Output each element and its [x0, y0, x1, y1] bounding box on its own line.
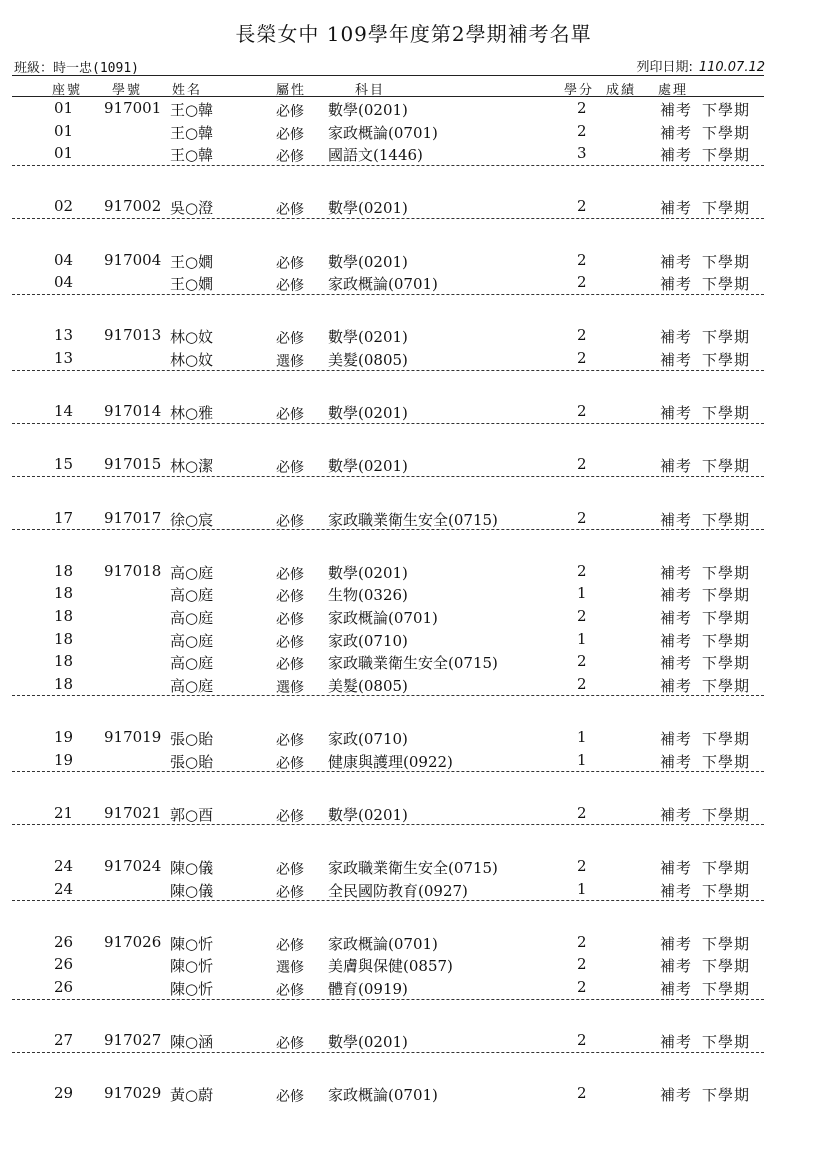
subject-cell: 家政概論(0701)	[328, 1086, 438, 1105]
type-cell: 必修	[276, 202, 304, 219]
group-separator	[12, 476, 764, 477]
term-cell: 下學期	[702, 510, 751, 529]
table-row	[0, 349, 827, 371]
subject-cell: 家政(0710)	[328, 631, 408, 650]
name-cell: 高○庭	[170, 586, 214, 605]
process-cell: 補考	[660, 676, 693, 695]
name-cell: 陳○儀	[170, 881, 214, 900]
print-date	[636, 56, 765, 75]
term-cell: 下學期	[702, 146, 751, 165]
type-cell: 必修	[276, 612, 304, 628]
student-id-cell: 917026	[104, 932, 162, 951]
seat-cell: 19	[54, 728, 74, 746]
table-row	[0, 933, 827, 955]
term-cell: 下學期	[702, 859, 751, 877]
table-row	[0, 728, 827, 750]
col-header-credit: 學分	[564, 83, 595, 98]
name-cell: 張○貽	[170, 752, 214, 771]
term-cell: 下學期	[702, 805, 751, 824]
seat-cell: 18	[54, 561, 74, 580]
class-label: 班級：	[14, 61, 54, 76]
subject-cell: 數學(0201)	[328, 563, 408, 582]
seat-cell: 17	[54, 508, 74, 527]
seat-cell: 18	[54, 607, 74, 625]
header-bottom-rule	[12, 96, 764, 97]
subject-cell: 數學(0201)	[328, 328, 408, 347]
table-row	[0, 1031, 827, 1053]
seat-cell: 01	[54, 99, 74, 117]
term-cell: 下學期	[702, 101, 751, 119]
seat-cell: 26	[54, 978, 74, 996]
process-cell: 補考	[660, 146, 693, 165]
type-cell: 必修	[276, 884, 304, 901]
name-cell: 張○貽	[170, 730, 214, 748]
table-row	[0, 251, 827, 273]
process-cell: 補考	[660, 934, 693, 953]
term-cell: 下學期	[702, 457, 751, 476]
col-header-seat: 座號	[52, 83, 83, 98]
name-cell: 高○庭	[170, 609, 214, 627]
group-separator	[12, 695, 764, 696]
term-cell: 下學期	[702, 123, 751, 142]
name-cell: 高○庭	[170, 676, 214, 695]
student-id-cell: 917001	[104, 99, 162, 117]
subject-cell: 家政概論(0701)	[328, 275, 438, 294]
subject-cell: 國語文(1446)	[328, 146, 423, 165]
type-cell: 必修	[276, 149, 304, 166]
subject-cell: 家政概論(0701)	[328, 609, 438, 627]
group-separator	[12, 294, 764, 295]
seat-cell: 13	[54, 326, 74, 345]
name-cell: 高○庭	[170, 654, 214, 673]
subject-cell: 數學(0201)	[328, 101, 408, 119]
type-cell: 選修	[276, 354, 304, 370]
table-row	[0, 630, 827, 652]
subject-cell: 數學(0201)	[328, 252, 408, 271]
col-header-name: 姓名	[172, 83, 203, 98]
type-cell: 必修	[276, 407, 304, 424]
type-cell: 必修	[276, 733, 304, 749]
col-header-student-id: 學號	[112, 83, 143, 98]
group-separator	[12, 423, 764, 424]
term-cell: 下學期	[702, 563, 751, 582]
page-title: 長榮女中 109學年度第2學期補考名單	[235, 22, 592, 46]
process-cell: 補考	[660, 101, 693, 119]
col-header-score: 成績	[606, 83, 637, 98]
credit-cell: 2	[577, 561, 587, 580]
student-id-cell: 917024	[104, 857, 162, 875]
process-cell: 補考	[660, 199, 693, 218]
subject-cell: 美髮(0805)	[328, 351, 408, 369]
term-cell: 下學期	[702, 275, 751, 294]
type-cell: 必修	[276, 657, 304, 674]
subject-cell: 家政概論(0701)	[328, 123, 438, 142]
table-row	[0, 652, 827, 674]
process-cell: 補考	[660, 631, 693, 650]
type-cell: 必修	[276, 937, 304, 954]
table-row	[0, 122, 827, 144]
process-cell: 補考	[660, 730, 693, 748]
name-cell: 陳○忻	[170, 980, 214, 998]
print-date-value: 110.07.12	[698, 60, 765, 75]
seat-cell: 01	[54, 121, 74, 140]
credit-cell: 2	[577, 1031, 587, 1050]
type-cell: 必修	[276, 566, 304, 583]
credit-cell: 1	[577, 584, 587, 603]
name-cell: 王○嫺	[170, 252, 214, 271]
process-cell: 補考	[660, 752, 693, 771]
type-cell: 選修	[276, 960, 304, 977]
name-cell: 吳○澄	[170, 199, 214, 218]
table-row	[0, 584, 827, 606]
subject-cell: 數學(0201)	[328, 404, 408, 423]
term-cell: 下學期	[702, 934, 751, 953]
type-cell: 必修	[276, 513, 304, 530]
seat-cell: 02	[54, 197, 74, 216]
credit-cell: 2	[577, 349, 587, 367]
name-cell: 陳○忻	[170, 957, 214, 976]
name-cell: 林○潔	[170, 457, 214, 476]
name-cell: 陳○涵	[170, 1033, 214, 1052]
type-cell: 必修	[276, 1036, 304, 1053]
table-row	[0, 607, 827, 629]
process-cell: 補考	[660, 328, 693, 347]
table-row	[0, 857, 827, 879]
process-cell: 補考	[660, 275, 693, 294]
subject-cell: 數學(0201)	[328, 199, 408, 218]
table-row	[0, 455, 827, 477]
name-cell: 林○妏	[170, 328, 214, 347]
name-cell: 王○嫺	[170, 275, 214, 294]
subject-cell: 美膚與保健(0857)	[328, 957, 453, 976]
student-id-cell: 917013	[104, 326, 162, 345]
student-id-cell: 917018	[104, 561, 162, 580]
student-id-cell: 917004	[104, 250, 162, 269]
table-row	[0, 509, 827, 531]
process-cell: 補考	[660, 252, 693, 271]
table-row	[0, 402, 827, 424]
name-cell: 王○韓	[170, 101, 214, 119]
group-separator	[12, 824, 764, 825]
seat-cell: 29	[54, 1084, 74, 1103]
subject-cell: 家政職業衛生安全(0715)	[328, 510, 498, 529]
credit-cell: 2	[577, 121, 587, 140]
process-cell: 補考	[660, 510, 693, 529]
type-cell: 必修	[276, 755, 304, 772]
type-cell: 必修	[276, 634, 304, 651]
term-cell: 下學期	[702, 631, 751, 650]
subject-cell: 數學(0201)	[328, 1033, 408, 1052]
type-cell: 必修	[276, 983, 304, 999]
name-cell: 黃○蔚	[170, 1086, 214, 1105]
process-cell: 補考	[660, 123, 693, 142]
seat-cell: 18	[54, 629, 74, 648]
term-cell: 下學期	[702, 957, 751, 976]
name-cell: 高○庭	[170, 631, 214, 650]
print-date-label: 列印日期:	[636, 60, 693, 75]
student-id-cell: 917015	[104, 455, 162, 474]
group-separator	[12, 1052, 764, 1053]
credit-cell: 2	[577, 402, 587, 421]
credit-cell: 1	[577, 728, 587, 746]
seat-cell: 24	[54, 857, 74, 875]
term-cell: 下學期	[702, 980, 751, 998]
col-header-subject: 科目	[355, 83, 386, 98]
credit-cell: 2	[577, 250, 587, 269]
seat-cell: 14	[54, 402, 74, 421]
name-cell: 高○庭	[170, 563, 214, 582]
class-info	[14, 57, 139, 76]
student-id-cell: 917027	[104, 1031, 162, 1050]
student-id-cell: 917002	[104, 197, 162, 216]
credit-cell: 2	[577, 197, 587, 216]
seat-cell: 13	[54, 349, 74, 367]
name-cell: 陳○儀	[170, 859, 214, 877]
credit-cell: 2	[577, 607, 587, 625]
credit-cell: 2	[577, 978, 587, 996]
credit-cell: 2	[577, 455, 587, 474]
type-cell: 必修	[276, 460, 304, 477]
student-id-cell: 917019	[104, 728, 162, 746]
col-header-process: 處理	[658, 83, 689, 98]
seat-cell: 19	[54, 750, 74, 769]
term-cell: 下學期	[702, 328, 751, 347]
subject-cell: 家政概論(0701)	[328, 934, 438, 953]
process-cell: 補考	[660, 563, 693, 582]
table-row	[0, 675, 827, 697]
process-cell: 補考	[660, 957, 693, 976]
credit-cell: 1	[577, 750, 587, 769]
process-cell: 補考	[660, 881, 693, 900]
subject-cell: 全民國防教育(0927)	[328, 881, 468, 900]
class-value: 時一忠(1091)	[53, 61, 139, 76]
type-cell: 必修	[276, 278, 304, 295]
header-top-rule	[12, 75, 764, 76]
credit-cell: 2	[577, 1084, 587, 1103]
type-cell: 必修	[276, 104, 304, 120]
process-cell: 補考	[660, 586, 693, 605]
subject-cell: 家政職業衛生安全(0715)	[328, 859, 498, 877]
table-row	[0, 197, 827, 219]
type-cell: 必修	[276, 808, 304, 825]
type-cell: 必修	[276, 1089, 304, 1106]
name-cell: 陳○忻	[170, 934, 214, 953]
process-cell: 補考	[660, 654, 693, 673]
term-cell: 下學期	[702, 1033, 751, 1052]
seat-cell: 26	[54, 955, 74, 974]
table-row	[0, 955, 827, 977]
group-separator	[12, 370, 764, 371]
process-cell: 補考	[660, 980, 693, 998]
type-cell: 必修	[276, 126, 304, 143]
credit-cell: 2	[577, 652, 587, 671]
group-separator	[12, 165, 764, 166]
name-cell: 林○雅	[170, 404, 214, 423]
seat-cell: 04	[54, 250, 74, 269]
group-separator	[12, 529, 764, 530]
term-cell: 下學期	[702, 586, 751, 605]
group-separator	[12, 771, 764, 772]
name-cell: 王○韓	[170, 146, 214, 165]
process-cell: 補考	[660, 457, 693, 476]
student-id-cell: 917014	[104, 402, 162, 421]
seat-cell: 21	[54, 803, 74, 822]
name-cell: 徐○宸	[170, 510, 214, 529]
seat-cell: 04	[54, 273, 74, 292]
credit-cell: 1	[577, 879, 587, 898]
subject-cell: 生物(0326)	[328, 586, 408, 605]
table-row	[0, 562, 827, 584]
seat-cell: 18	[54, 674, 74, 693]
seat-cell: 01	[54, 144, 74, 163]
process-cell: 補考	[660, 1086, 693, 1105]
seat-cell: 24	[54, 879, 74, 898]
seat-cell: 18	[54, 652, 74, 671]
type-cell: 選修	[276, 679, 304, 696]
term-cell: 下學期	[702, 252, 751, 271]
col-header-type: 屬性	[276, 83, 307, 98]
term-cell: 下學期	[702, 654, 751, 673]
table-row	[0, 144, 827, 166]
term-cell: 下學期	[702, 752, 751, 771]
table-row	[0, 804, 827, 826]
table-row	[0, 326, 827, 348]
subject-cell: 家政(0710)	[328, 730, 408, 748]
credit-cell: 2	[577, 674, 587, 693]
student-id-cell: 917029	[104, 1084, 162, 1103]
term-cell: 下學期	[702, 404, 751, 423]
name-cell: 林○妏	[170, 351, 214, 369]
credit-cell: 2	[577, 955, 587, 974]
student-id-cell: 917021	[104, 803, 162, 822]
term-cell: 下學期	[702, 199, 751, 218]
credit-cell: 2	[577, 273, 587, 292]
term-cell: 下學期	[702, 609, 751, 627]
subject-cell: 家政職業衛生安全(0715)	[328, 654, 498, 673]
seat-cell: 26	[54, 932, 74, 951]
process-cell: 補考	[660, 859, 693, 877]
credit-cell: 2	[577, 857, 587, 875]
name-cell: 王○韓	[170, 123, 214, 142]
group-separator	[12, 900, 764, 901]
process-cell: 補考	[660, 805, 693, 824]
type-cell: 必修	[276, 589, 304, 606]
process-cell: 補考	[660, 351, 693, 369]
subject-cell: 體育(0919)	[328, 980, 408, 998]
table-row	[0, 99, 827, 121]
type-cell: 必修	[276, 331, 304, 348]
credit-cell: 1	[577, 629, 587, 648]
term-cell: 下學期	[702, 730, 751, 748]
credit-cell: 3	[577, 144, 587, 163]
subject-cell: 數學(0201)	[328, 805, 408, 824]
name-cell: 郭○酉	[170, 805, 214, 824]
credit-cell: 2	[577, 326, 587, 345]
seat-cell: 27	[54, 1031, 74, 1050]
credit-cell: 2	[577, 803, 587, 822]
table-row	[0, 978, 827, 1000]
student-id-cell: 917017	[104, 508, 162, 527]
credit-cell: 2	[577, 99, 587, 117]
table-row	[0, 880, 827, 902]
subject-cell: 美髮(0805)	[328, 676, 408, 695]
type-cell: 必修	[276, 255, 304, 272]
table-row	[0, 1084, 827, 1106]
seat-cell: 15	[54, 455, 74, 474]
term-cell: 下學期	[702, 676, 751, 695]
term-cell: 下學期	[702, 351, 751, 369]
table-row	[0, 751, 827, 773]
table-row	[0, 273, 827, 295]
group-separator	[12, 218, 764, 219]
term-cell: 下學期	[702, 881, 751, 900]
process-cell: 補考	[660, 1033, 693, 1052]
subject-cell: 數學(0201)	[328, 457, 408, 476]
term-cell: 下學期	[702, 1086, 751, 1105]
group-separator	[12, 999, 764, 1000]
type-cell: 必修	[276, 862, 304, 878]
credit-cell: 2	[577, 932, 587, 951]
seat-cell: 18	[54, 584, 74, 603]
subject-cell: 健康與護理(0922)	[328, 752, 453, 771]
process-cell: 補考	[660, 404, 693, 423]
credit-cell: 2	[577, 508, 587, 527]
process-cell: 補考	[660, 609, 693, 627]
